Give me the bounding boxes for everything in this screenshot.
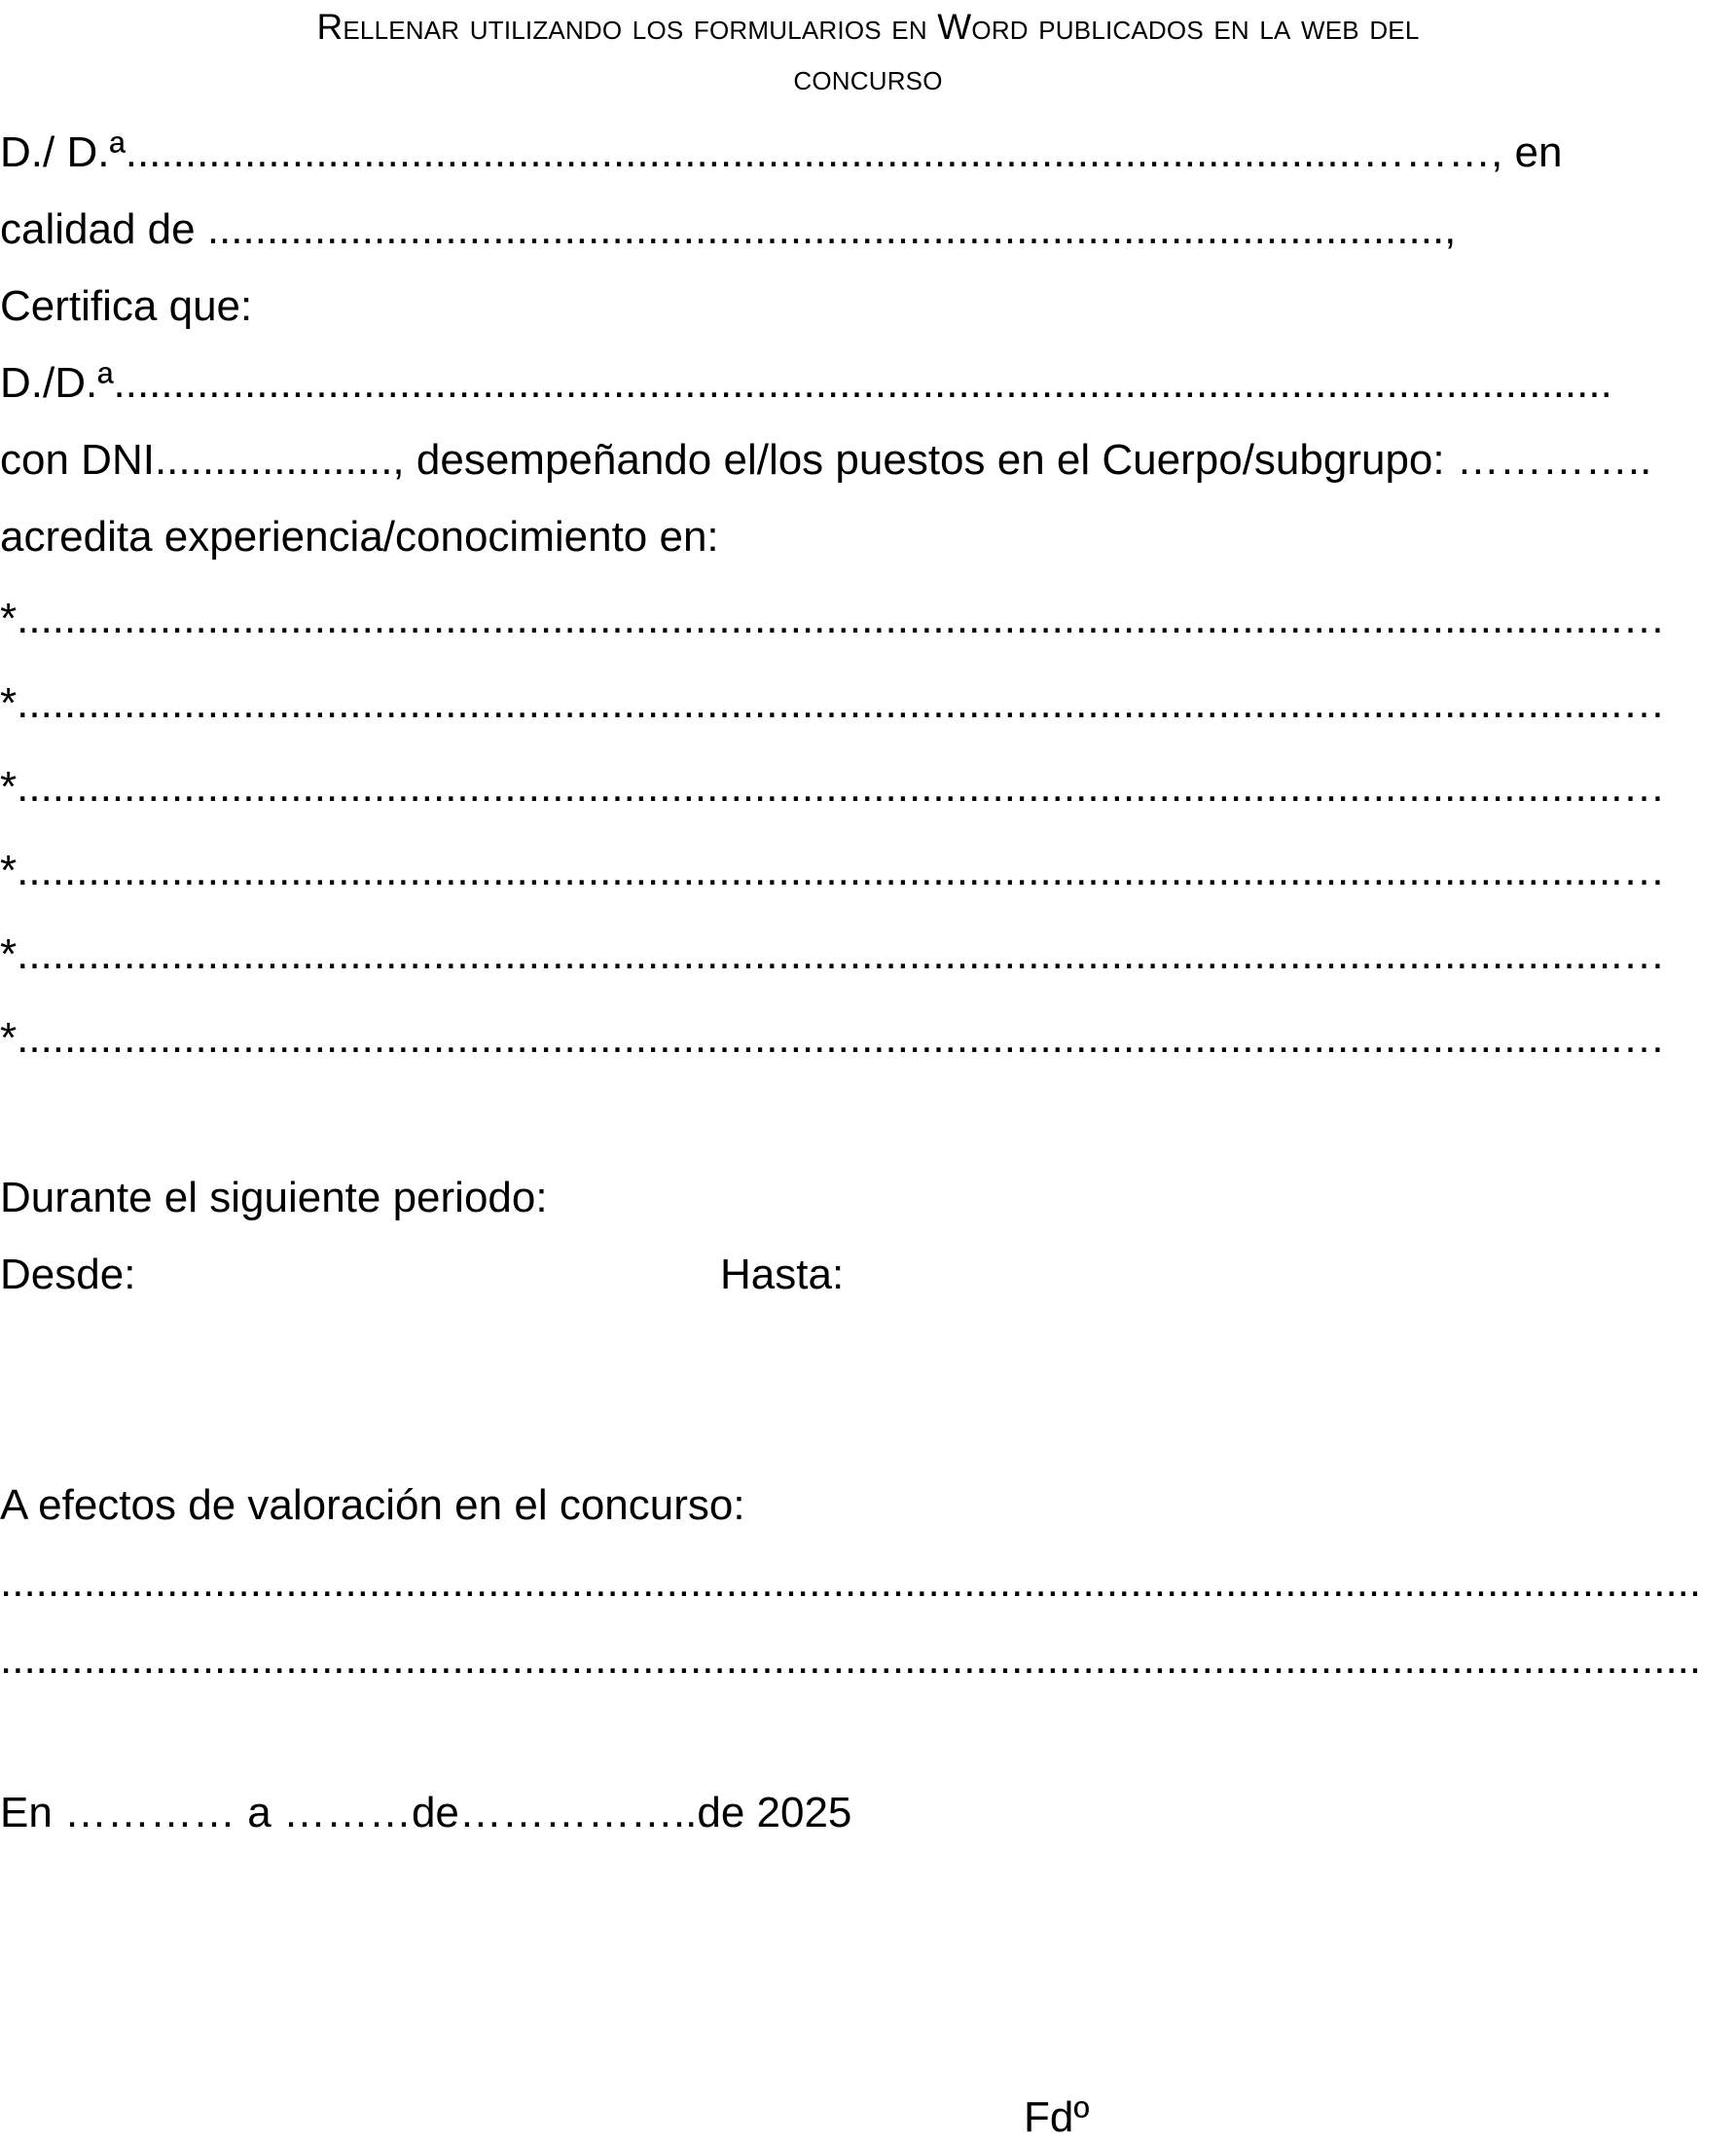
period-label: Durante el siguiente periodo:	[0, 1174, 548, 1221]
from-label: Desde:	[0, 1251, 136, 1298]
valuation-line: ...............................................................................................................................................	[0, 1635, 1702, 1683]
date-line: En ………… a ………de……………..de 2025	[0, 1789, 852, 1836]
experience-item: *.......................................................................................................................................…	[0, 847, 1666, 894]
experience-item: *.......................................................................................................................................…	[0, 1014, 1666, 1062]
valuation-line: ...............................................................................................................................................	[0, 1558, 1702, 1606]
header-line-2: concurso	[793, 57, 943, 97]
experience-item: *.......................................................................................................................................…	[0, 679, 1666, 727]
experience-item: *.......................................................................................................................................…	[0, 595, 1666, 642]
header-line-1: Rellenar utilizando los formularios en Word publicados en la web del	[316, 7, 1420, 47]
certifies-label: Certifica que:	[0, 282, 253, 330]
person-line: D./D.ª..............................................................................................................................	[0, 359, 1612, 407]
signature-label: Fdº	[1024, 2093, 1090, 2141]
experience-item: *.......................................................................................................................................…	[0, 930, 1666, 978]
experience-item: *.......................................................................................................................................…	[0, 763, 1666, 811]
accredits-label: acredita experiencia/conocimiento en:	[0, 513, 719, 561]
valuation-label: A efectos de valoración en el concurso:	[0, 1481, 745, 1529]
dni-line: con DNI...................., desempeñando el/los puestos en el Cuerpo/subgrupo: …………..	[0, 436, 1652, 484]
name-line: D./ D.ª........................................................................................................………, en	[0, 128, 1563, 176]
capacity-line: calidad de ........................................................................................................,	[0, 205, 1457, 253]
to-label: Hasta:	[720, 1251, 845, 1298]
form-header	[58, 2, 1678, 103]
